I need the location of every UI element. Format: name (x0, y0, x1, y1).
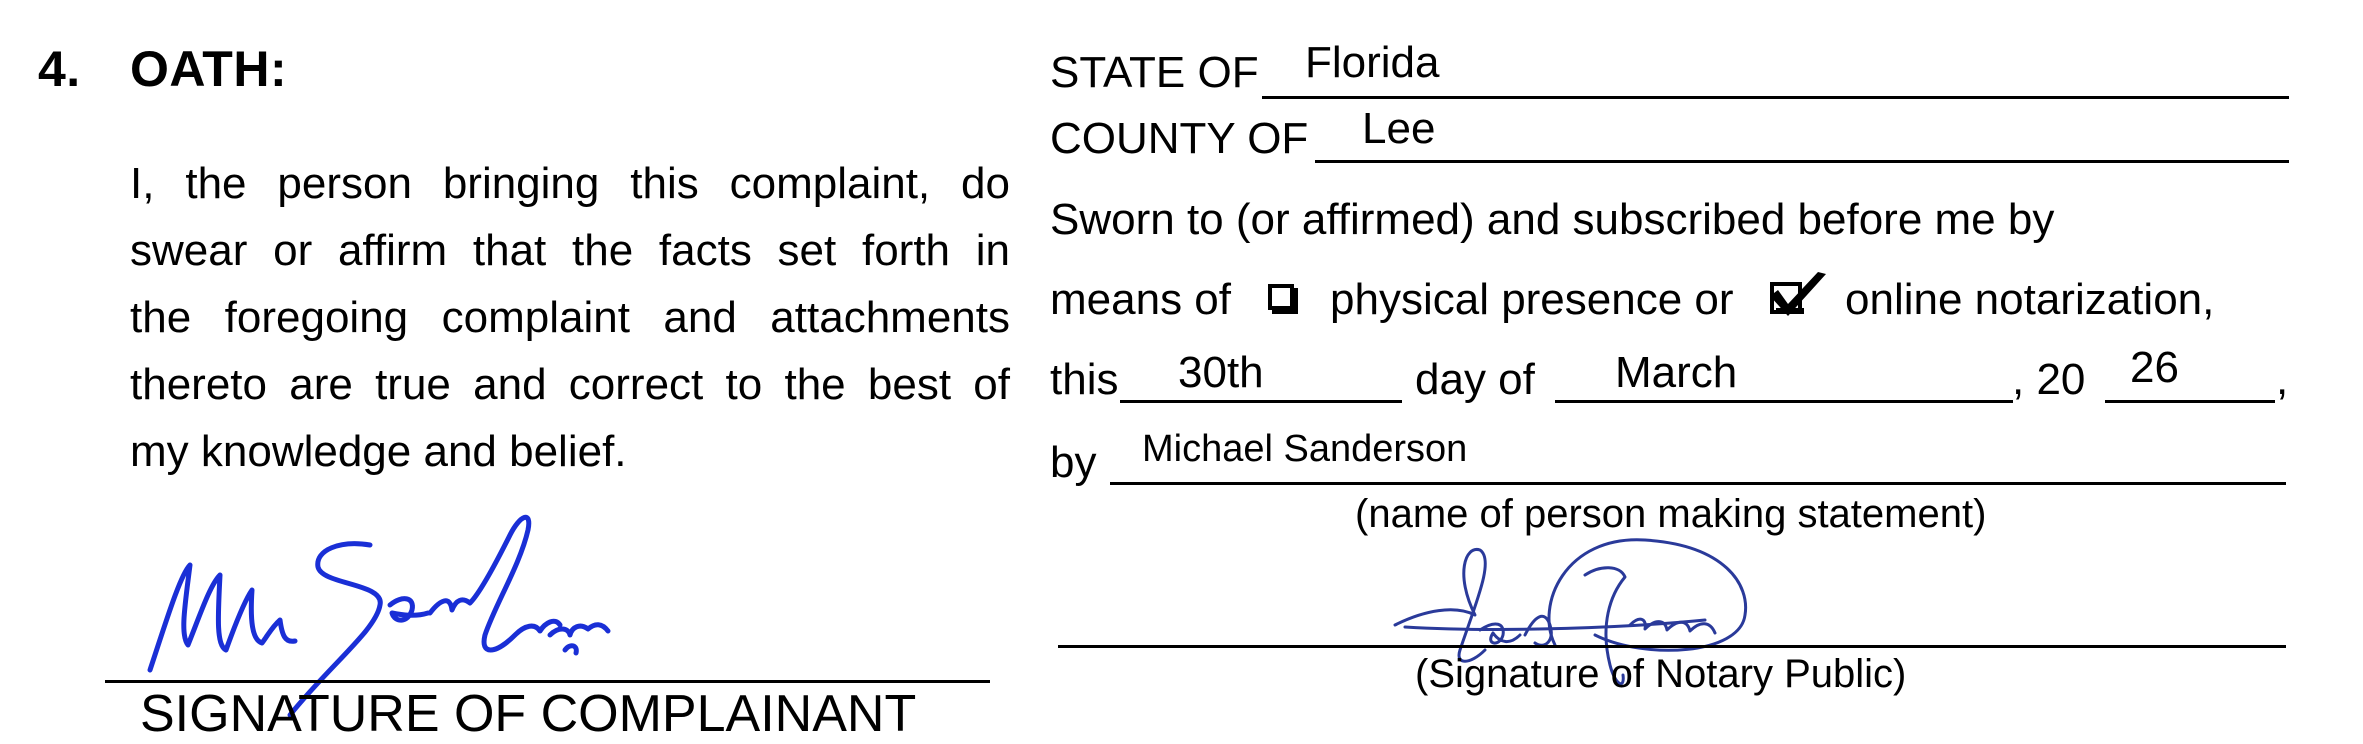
section-number: 4. (38, 41, 81, 97)
online-notarization-checkbox[interactable] (1768, 272, 1830, 322)
oath-line: thereto are true and correct to the best of (130, 360, 1010, 409)
oath-line: my knowledge and belief. (130, 427, 627, 476)
year-prefix: , 20 (2012, 355, 2086, 404)
day-value[interactable]: 30th (1178, 348, 1264, 397)
person-caption: (name of person making statement) (1355, 492, 1987, 536)
notary-caption: (Signature of Notary Public) (1415, 652, 1907, 696)
oath-line: I, the person bringing this complaint, do (130, 159, 1010, 208)
section-heading (38, 40, 287, 98)
oath-line: swear or affirm that the facts set forth in (130, 226, 1010, 275)
complainant-signature-line (105, 680, 990, 683)
county-line (1315, 160, 2289, 163)
year-value[interactable]: 26 (2130, 343, 2179, 392)
state-value[interactable]: Florida (1305, 38, 1440, 87)
notary-signature-line (1058, 645, 2286, 648)
month-value[interactable]: March (1615, 348, 1738, 397)
oath-paragraph (130, 150, 1010, 485)
state-label: STATE OF (1050, 48, 1259, 97)
this-label: this (1050, 355, 1119, 404)
month-line (1555, 400, 2013, 403)
year-line (2105, 400, 2275, 403)
physical-presence-checkbox[interactable] (1268, 284, 1294, 310)
oath-line: the foregoing complaint and attachments (130, 293, 1010, 342)
complainant-signature-caption: SIGNATURE OF COMPLAINANT (140, 685, 917, 743)
physical-presence-label: physical presence or (1330, 275, 1734, 324)
person-line (1110, 482, 2286, 485)
trailing-comma: , (2276, 355, 2289, 404)
day-of-label: day of (1415, 355, 1535, 404)
checkmark-icon (1768, 272, 1830, 322)
county-value[interactable]: Lee (1362, 104, 1436, 153)
section-title: OATH: (130, 41, 288, 97)
sworn-statement: Sworn to (or affirmed) and subscribed before me by (1050, 195, 2055, 244)
day-line (1120, 400, 1402, 403)
online-notarization-label: online notarization, (1845, 275, 2215, 324)
person-value[interactable]: Michael Sanderson (1142, 428, 1468, 470)
county-label: COUNTY OF (1050, 114, 1309, 163)
means-prefix: means of (1050, 275, 1231, 324)
by-label: by (1050, 438, 1097, 487)
state-line (1262, 96, 2289, 99)
